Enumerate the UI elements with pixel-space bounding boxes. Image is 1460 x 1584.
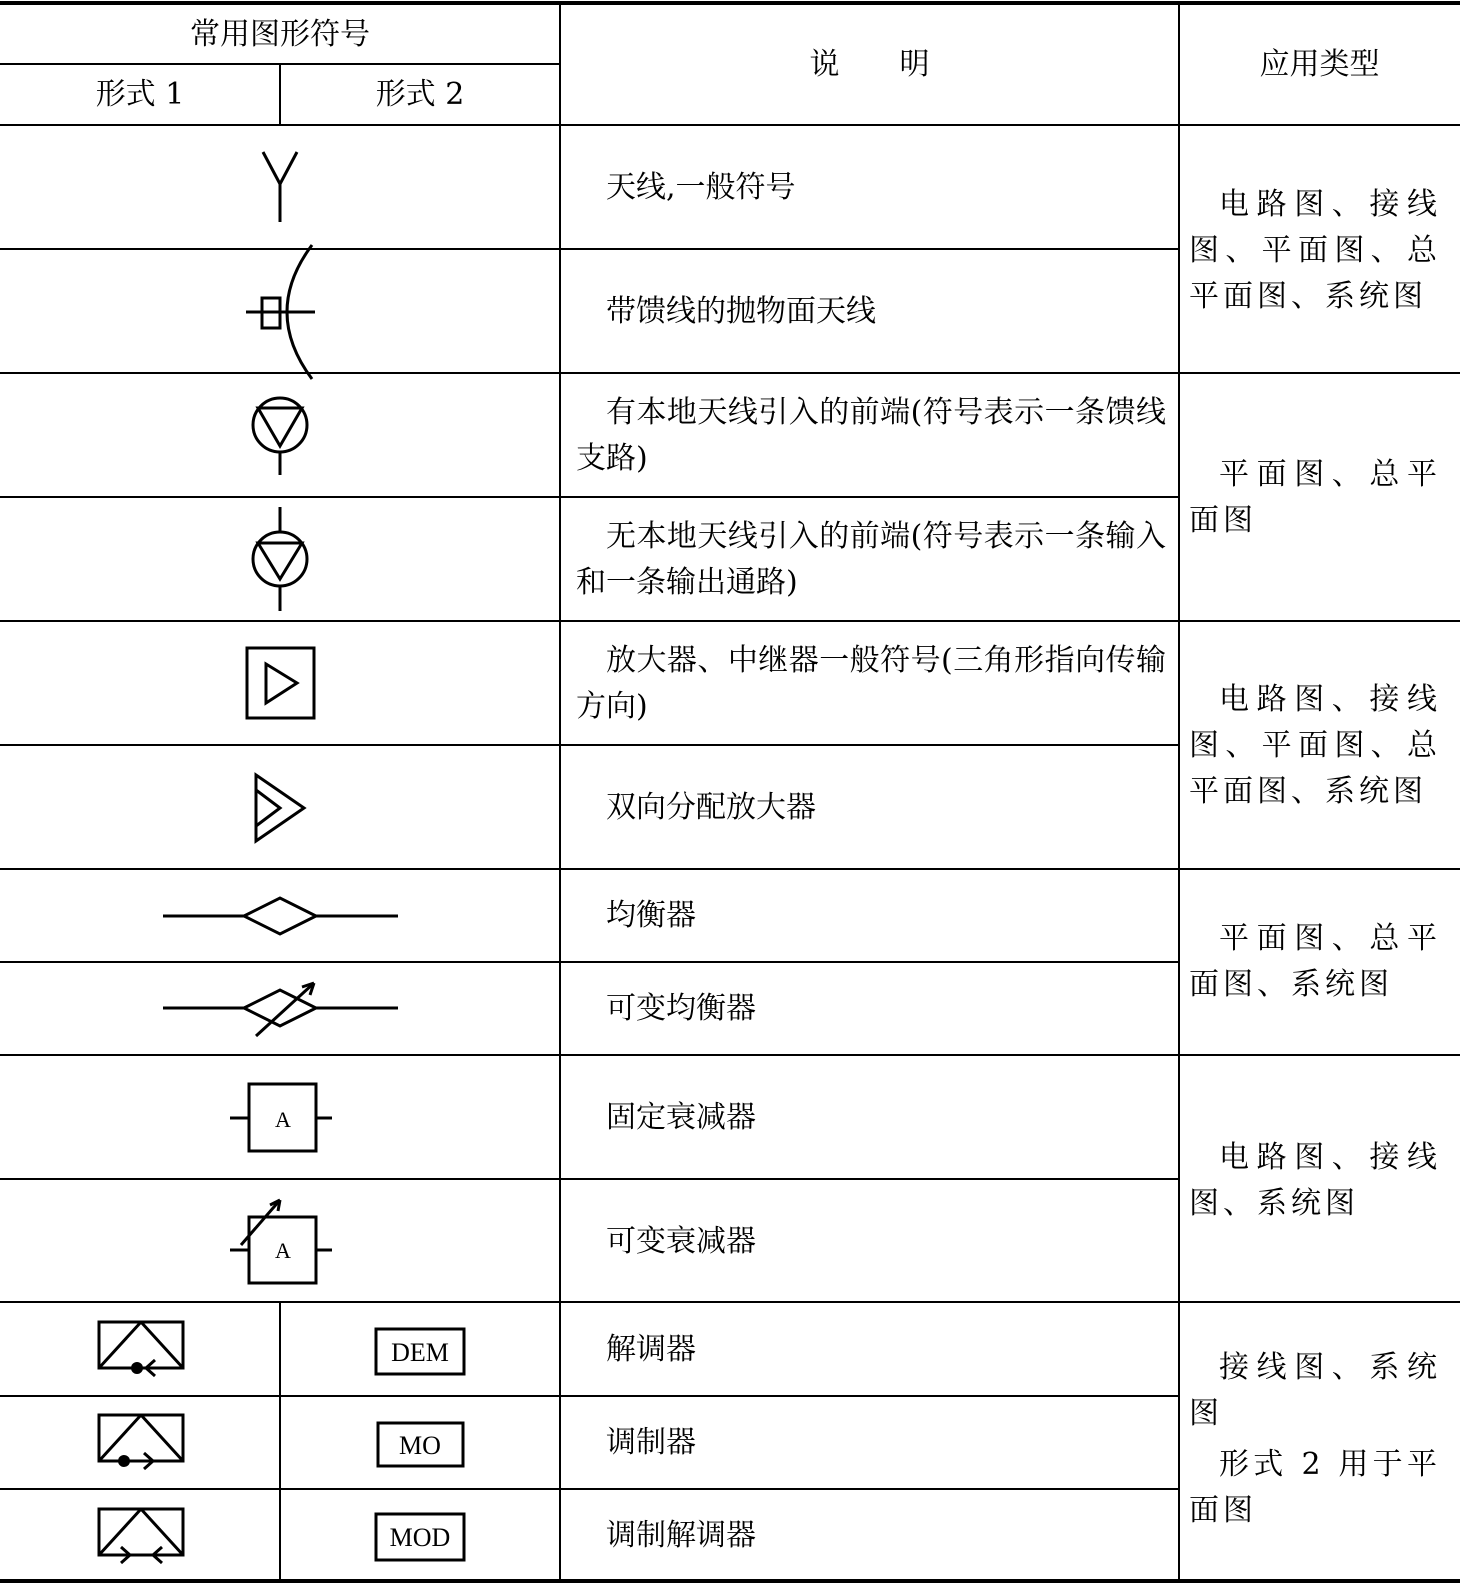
row-description: 无本地天线引入的前端(符号表示一条输入和一条输出通路): [576, 519, 1166, 600]
application-type: 接线图、系统图: [1189, 1350, 1441, 1431]
modulator-form2-label: MO: [399, 1431, 441, 1460]
row-description: 放大器、中继器一般符号(三角形指向传输方向): [576, 643, 1166, 724]
head-end-local-antenna-symbol: [253, 398, 307, 475]
row-description: 调制解调器: [606, 1518, 756, 1553]
header-form1: 形式 1: [95, 77, 185, 112]
modem-form1-symbol: [99, 1509, 183, 1563]
row-description: 解调器: [606, 1332, 696, 1367]
row-description: 双向分配放大器: [606, 790, 816, 825]
bidirectional-amplifier-symbol: [256, 775, 304, 841]
application-type: 平面图、总平面图、系统图: [1189, 921, 1441, 1002]
amplifier-symbol: [247, 648, 314, 718]
variable-equalizer-symbol: [163, 983, 398, 1036]
fixed-attenuator-label: A: [275, 1107, 291, 1132]
application-type: 电路图、接线图、平面图、总平面图、系统图: [1189, 682, 1441, 809]
antenna-symbol: [263, 152, 297, 222]
equalizer-symbol: [163, 898, 398, 934]
application-type: 电路图、接线图、系统图: [1189, 1140, 1441, 1221]
row-description: 调制器: [606, 1425, 696, 1460]
header-description: 说 明: [809, 47, 930, 82]
row-description: 天线,一般符号: [606, 170, 796, 205]
row-description: 可变均衡器: [606, 991, 756, 1026]
header-symbol-group: 常用图形符号: [190, 17, 370, 52]
application-note: 形式 2 用于平面图: [1189, 1447, 1441, 1528]
row-description: 固定衰减器: [606, 1100, 756, 1135]
row-description: 带馈线的抛物面天线: [606, 294, 876, 329]
demodulator-dot: [131, 1362, 143, 1374]
application-type: 电路图、接线图、平面图、总平面图、系统图: [1189, 187, 1441, 314]
row-description: 可变衰减器: [606, 1224, 756, 1259]
header-form2: 形式 2: [375, 77, 465, 112]
demodulator-form2-label: DEM: [391, 1338, 449, 1367]
variable-attenuator-label: A: [275, 1238, 291, 1263]
modulator-dot: [118, 1455, 130, 1467]
application-type: 平面图、总平面图: [1189, 457, 1441, 538]
head-end-no-antenna-symbol: [253, 507, 307, 611]
row-description: 均衡器: [606, 898, 696, 933]
modulator-form1-symbol: [99, 1415, 183, 1469]
modem-form2-label: MOD: [389, 1523, 451, 1552]
parabolic-antenna-symbol: [246, 245, 315, 379]
header-application: 应用类型: [1259, 47, 1380, 82]
row-description: 有本地天线引入的前端(符号表示一条馈线支路): [576, 395, 1166, 476]
